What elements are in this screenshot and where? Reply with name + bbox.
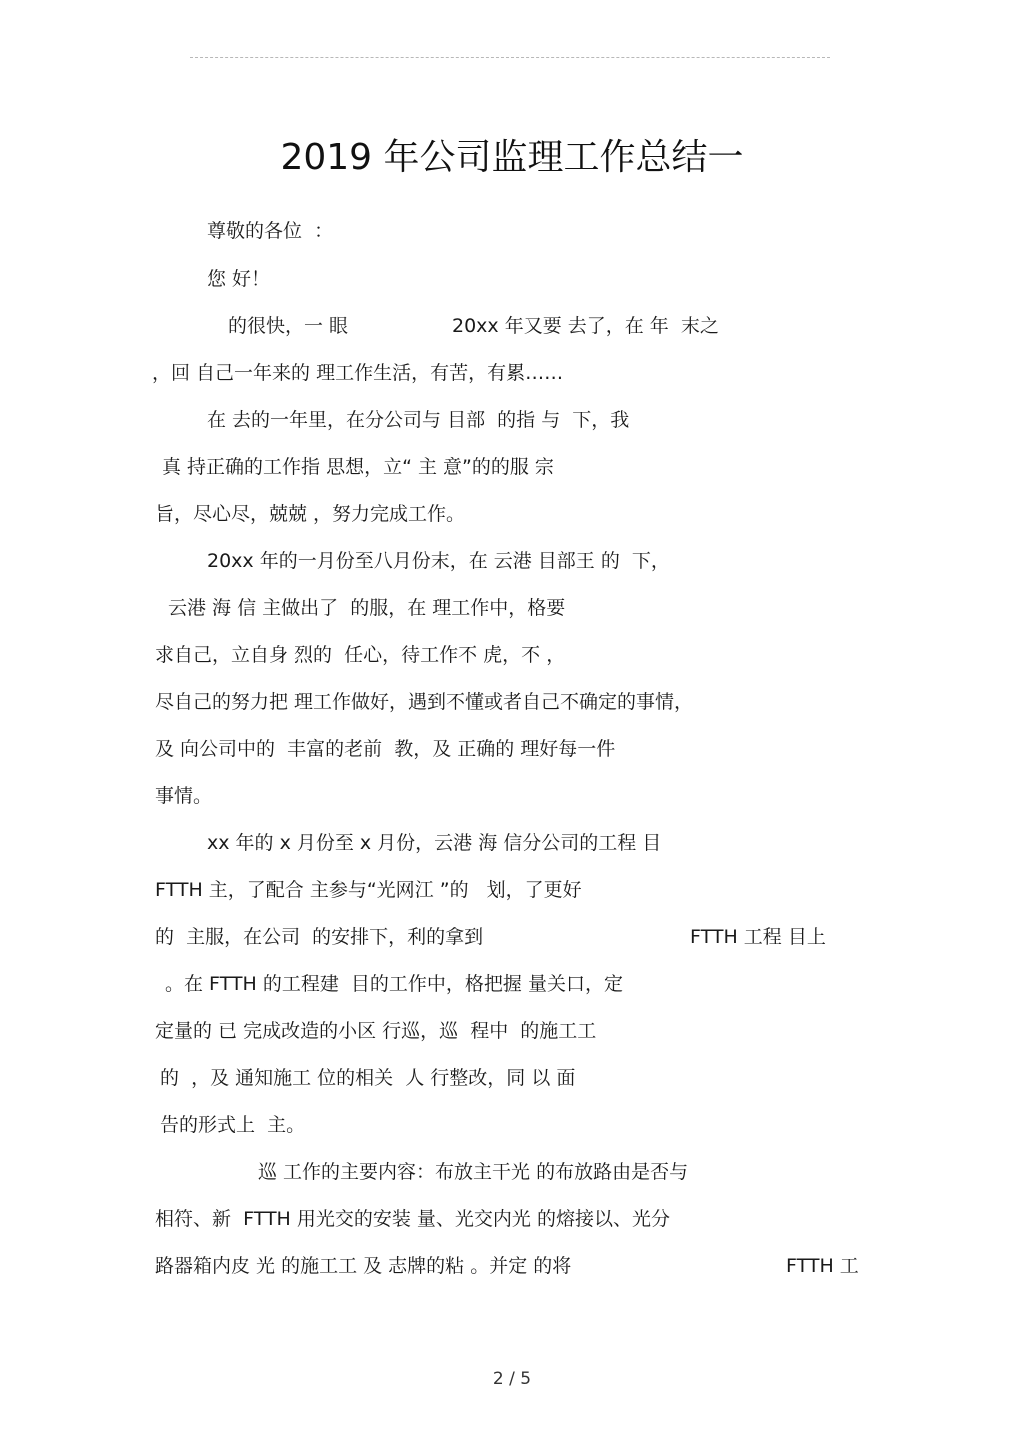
- paragraph-4-line-3b: FTTH 工程 目上: [690, 926, 826, 948]
- paragraph-1-line-2: ，回 自己一年来的 理工作生活，有苦，有累……: [152, 362, 564, 384]
- paragraph-4-line-4: 。在 FTTH 的工程建 目的工作中，格把握 量关口，定: [165, 973, 623, 995]
- paragraph-1-line-1a: 的很快，一 眼: [228, 315, 349, 337]
- paragraph-5-line-3b: FTTH 工: [786, 1255, 859, 1277]
- paragraph-4-line-5: 定量的 已 完成改造的小区 行巡，巡 程中 的施工工: [155, 1020, 597, 1042]
- paragraph-4-line-6: 的 ，及 通知施工 位的相关 人 行整改，同 以 面: [160, 1067, 576, 1089]
- header-divider: [190, 57, 830, 58]
- page-number: 2 / 5: [492, 1369, 532, 1389]
- paragraph-3-line-5: 及 向公司中的 丰富的老前 教，及 正确的 理好每一件: [155, 738, 616, 760]
- paragraph-3-line-6: 事情。: [155, 785, 213, 807]
- document-title: 2019 年公司监理工作总结一: [280, 137, 744, 178]
- paragraph-3-line-4: 尽自己的努力把 理工作做好，遇到不懂或者自己不确定的事情，: [155, 691, 694, 713]
- paragraph-3-line-1: 20xx 年的一月份至八月份末，在 云港 目部王 的 下，: [207, 550, 670, 572]
- paragraph-5-line-3a: 路器箱内皮 光 的施工工 及 志牌的粘 。并定 的将: [155, 1255, 572, 1277]
- paragraph-2-line-1: 在 去的一年里，在分公司与 目部 的指 与 下，我: [207, 409, 630, 431]
- paragraph-4-line-3a: 的 主服，在公司 的安排下，利的拿到: [155, 926, 484, 948]
- paragraph-4-line-1: xx 年的 x 月份至 x 月份，云港 海 信分公司的工程 目: [207, 832, 662, 854]
- greeting-line: 您 好！: [207, 268, 271, 290]
- paragraph-1-line-1b: 20xx 年又要 去了，在 年 末之: [452, 315, 719, 337]
- paragraph-5-line-1: 巡 工作的主要内容：布放主干光 的布放路由是否与: [258, 1161, 689, 1183]
- paragraph-2-line-3: 旨，尽心尽，兢兢 ，努力完成工作。: [155, 503, 466, 525]
- paragraph-3-line-3: 求自己，立自身 烈的 任心，待工作不 虎，不 ，: [155, 644, 566, 666]
- paragraph-4-line-7: 告的形式上 主。: [160, 1114, 306, 1136]
- paragraph-5-line-2: 相符、新 FTTH 用光交的安装 量、光交内光 的熔接以、光分: [155, 1208, 670, 1230]
- paragraph-3-line-2: 云港 海 信 主做出了 的服，在 理工作中，格要: [168, 597, 566, 619]
- salutation-line: 尊敬的各位 ：: [207, 220, 334, 242]
- paragraph-4-line-2: FTTH 主，了配合 主参与“光网江 ”的 划，了更好: [155, 879, 582, 901]
- paragraph-2-line-2: 真 持正确的工作指 思想，立“ 主 意”的的服 宗: [162, 456, 554, 478]
